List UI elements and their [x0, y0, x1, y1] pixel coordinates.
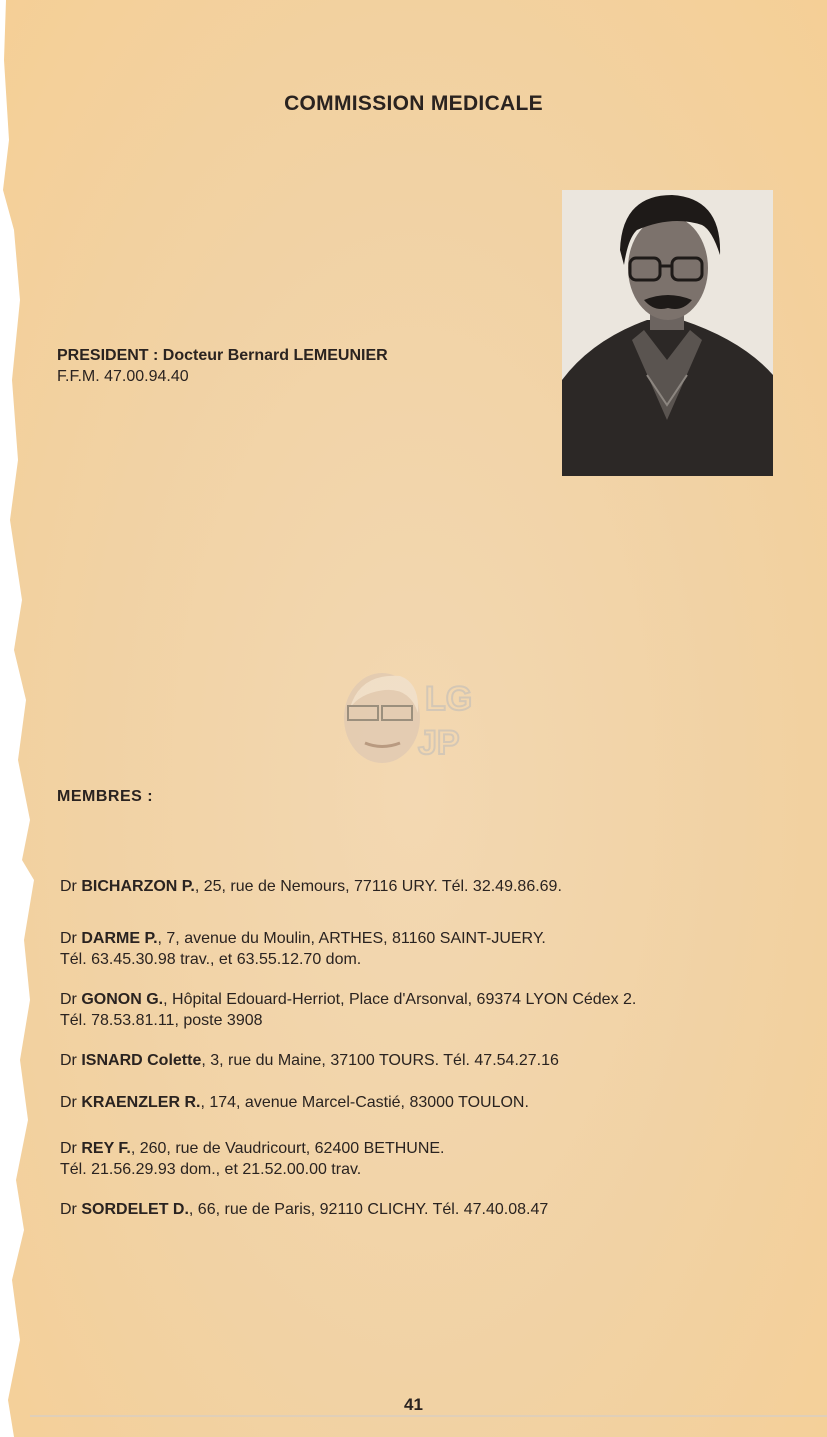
- bottom-divider: [30, 1415, 827, 1417]
- page-title: COMMISSION MEDICALE: [284, 92, 543, 115]
- list-item: Dr REY F., 260, rue de Vaudricourt, 62400 BETHUNE. Tél. 21.56.29.93 dom., et 21.52.00.00 trav.: [60, 1140, 445, 1178]
- svg-text:LG: LG: [425, 680, 473, 718]
- face-logo-icon: [340, 668, 490, 768]
- logo-watermark: [340, 668, 490, 768]
- members-heading: MEMBRES :: [57, 788, 154, 805]
- president-photo: [562, 190, 773, 476]
- president-name: PRESIDENT : Docteur Bernard LEMEUNIER: [57, 347, 388, 364]
- list-item: Dr GONON G., Hôpital Edouard-Herriot, Place d'Arsonval, 69374 LYON Cédex 2. Tél. 78.53.81.11, poste 3908: [60, 991, 637, 1029]
- list-item: Dr DARME P., 7, avenue du Moulin, ARTHES, 81160 SAINT-JUERY. Tél. 63.45.30.98 trav., et 63.55.12.70 dom.: [60, 930, 546, 968]
- list-item: Dr KRAENZLER R., 174, avenue Marcel-Castié, 83000 TOULON.: [60, 1094, 529, 1111]
- page-number: 41: [404, 1395, 423, 1414]
- list-item: Dr BICHARZON P., 25, rue de Nemours, 77116 URY. Tél. 32.49.86.69.: [60, 878, 562, 895]
- president-block: [57, 345, 388, 387]
- list-item: Dr SORDELET D., 66, rue de Paris, 92110 CLICHY. Tél. 47.40.08.47: [60, 1201, 549, 1218]
- president-phone: F.F.M. 47.00.94.40: [57, 368, 189, 385]
- torn-paper-edge: [0, 0, 40, 1437]
- list-item: Dr ISNARD Colette, 3, rue du Maine, 37100 TOURS. Tél. 47.54.27.16: [60, 1052, 559, 1069]
- svg-text:JP: JP: [418, 724, 460, 762]
